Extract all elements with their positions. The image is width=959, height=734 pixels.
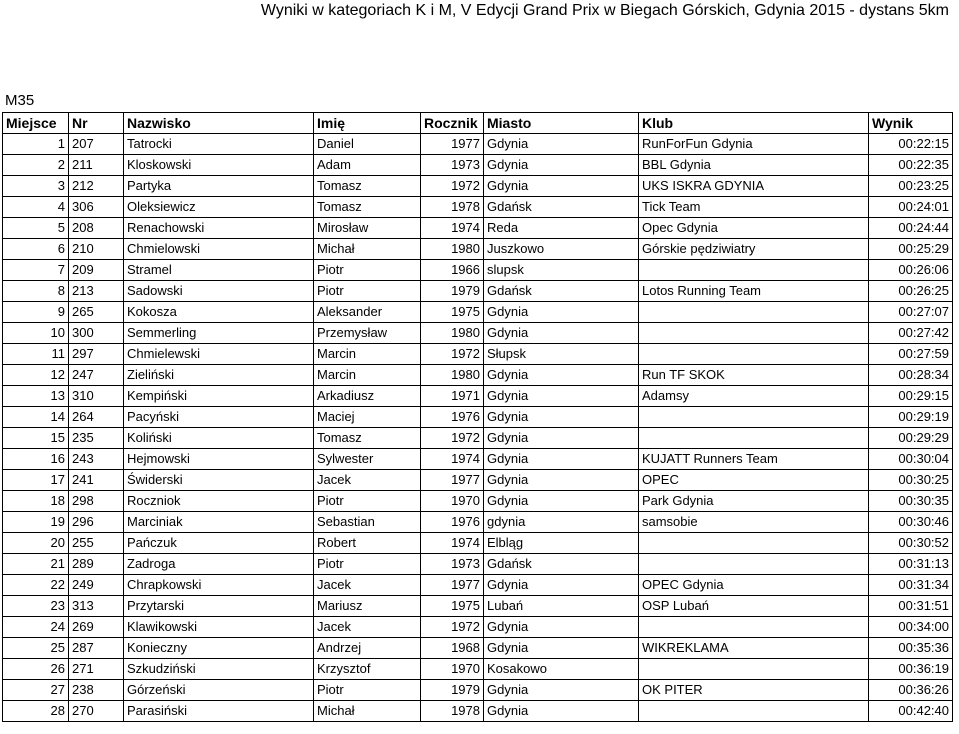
cell-nr: 313	[69, 596, 124, 617]
header-first-name: Imię	[314, 113, 421, 134]
header-club: Klub	[639, 113, 869, 134]
cell-first-name: Adam	[314, 155, 421, 176]
cell-time: 00:31:51	[869, 596, 953, 617]
cell-first-name: Tomasz	[314, 176, 421, 197]
cell-club: RunForFun Gdynia	[639, 134, 869, 155]
cell-year: 1974	[421, 218, 484, 239]
cell-club: UKS ISKRA GDYNIA	[639, 176, 869, 197]
cell-surname: Górzeński	[124, 680, 314, 701]
cell-time: 00:22:15	[869, 134, 953, 155]
cell-club: Adamsy	[639, 386, 869, 407]
cell-club	[639, 659, 869, 680]
cell-first-name: Sebastian	[314, 512, 421, 533]
cell-time: 00:26:25	[869, 281, 953, 302]
cell-first-name: Andrzej	[314, 638, 421, 659]
cell-nr: 271	[69, 659, 124, 680]
cell-place: 15	[3, 428, 69, 449]
cell-surname: Przytarski	[124, 596, 314, 617]
cell-year: 1972	[421, 176, 484, 197]
cell-time: 00:35:36	[869, 638, 953, 659]
cell-nr: 297	[69, 344, 124, 365]
table-row	[3, 533, 953, 554]
cell-place: 14	[3, 407, 69, 428]
cell-surname: Pacyński	[124, 407, 314, 428]
cell-first-name: Marcin	[314, 344, 421, 365]
cell-place: 25	[3, 638, 69, 659]
cell-place: 7	[3, 260, 69, 281]
cell-city: Gdynia	[484, 134, 639, 155]
cell-year: 1971	[421, 386, 484, 407]
table-row	[3, 470, 953, 491]
cell-year: 1977	[421, 134, 484, 155]
cell-surname: Kempiński	[124, 386, 314, 407]
table-row	[3, 323, 953, 344]
cell-city: Gdynia	[484, 407, 639, 428]
cell-club: WIKREKLAMA	[639, 638, 869, 659]
cell-city: Gdynia	[484, 155, 639, 176]
cell-city: Gdańsk	[484, 281, 639, 302]
cell-place: 5	[3, 218, 69, 239]
cell-year: 1974	[421, 449, 484, 470]
cell-place: 13	[3, 386, 69, 407]
cell-nr: 306	[69, 197, 124, 218]
table-row	[3, 365, 953, 386]
cell-city: Elbląg	[484, 533, 639, 554]
cell-place: 16	[3, 449, 69, 470]
cell-time: 00:26:06	[869, 260, 953, 281]
cell-nr: 300	[69, 323, 124, 344]
cell-time: 00:27:07	[869, 302, 953, 323]
cell-year: 1978	[421, 197, 484, 218]
cell-first-name: Michał	[314, 701, 421, 722]
cell-nr: 213	[69, 281, 124, 302]
cell-nr: 265	[69, 302, 124, 323]
cell-place: 28	[3, 701, 69, 722]
cell-time: 00:30:25	[869, 470, 953, 491]
cell-place: 10	[3, 323, 69, 344]
table-row	[3, 176, 953, 197]
cell-city: Gdynia	[484, 680, 639, 701]
table-row	[3, 449, 953, 470]
cell-club: Opec Gdynia	[639, 218, 869, 239]
cell-club: OPEC Gdynia	[639, 575, 869, 596]
cell-first-name: Arkadiusz	[314, 386, 421, 407]
cell-city: Gdańsk	[484, 197, 639, 218]
cell-place: 20	[3, 533, 69, 554]
cell-time: 00:31:34	[869, 575, 953, 596]
table-row	[3, 281, 953, 302]
cell-nr: 255	[69, 533, 124, 554]
cell-time: 00:27:59	[869, 344, 953, 365]
cell-city: Gdynia	[484, 386, 639, 407]
cell-city: Gdynia	[484, 323, 639, 344]
cell-time: 00:25:29	[869, 239, 953, 260]
cell-city: Gdynia	[484, 428, 639, 449]
cell-nr: 238	[69, 680, 124, 701]
cell-club	[639, 554, 869, 575]
cell-club	[639, 344, 869, 365]
cell-surname: Sadowski	[124, 281, 314, 302]
cell-city: Gdynia	[484, 470, 639, 491]
cell-year: 1976	[421, 512, 484, 533]
table-row	[3, 155, 953, 176]
cell-time: 00:34:00	[869, 617, 953, 638]
cell-place: 1	[3, 134, 69, 155]
cell-place: 11	[3, 344, 69, 365]
cell-year: 1974	[421, 533, 484, 554]
cell-first-name: Przemysław	[314, 323, 421, 344]
cell-surname: Semmerling	[124, 323, 314, 344]
cell-first-name: Piotr	[314, 281, 421, 302]
cell-first-name: Tomasz	[314, 197, 421, 218]
cell-surname: Chmielewski	[124, 344, 314, 365]
cell-time: 00:28:34	[869, 365, 953, 386]
cell-year: 1975	[421, 596, 484, 617]
cell-club: Run TF SKOK	[639, 365, 869, 386]
cell-club	[639, 260, 869, 281]
cell-club	[639, 533, 869, 554]
cell-year: 1976	[421, 407, 484, 428]
cell-nr: 209	[69, 260, 124, 281]
cell-surname: Szkudziński	[124, 659, 314, 680]
cell-nr: 249	[69, 575, 124, 596]
cell-time: 00:24:01	[869, 197, 953, 218]
cell-nr: 207	[69, 134, 124, 155]
cell-club: OPEC	[639, 470, 869, 491]
cell-nr: 269	[69, 617, 124, 638]
table-row	[3, 344, 953, 365]
cell-time: 00:30:46	[869, 512, 953, 533]
cell-nr: 296	[69, 512, 124, 533]
cell-nr: 235	[69, 428, 124, 449]
cell-city: Reda	[484, 218, 639, 239]
cell-surname: Parasiński	[124, 701, 314, 722]
cell-nr: 264	[69, 407, 124, 428]
cell-time: 00:23:25	[869, 176, 953, 197]
cell-first-name: Marcin	[314, 365, 421, 386]
cell-first-name: Piotr	[314, 680, 421, 701]
cell-first-name: Sylwester	[314, 449, 421, 470]
cell-year: 1977	[421, 575, 484, 596]
table-row	[3, 512, 953, 533]
cell-year: 1979	[421, 281, 484, 302]
cell-first-name: Piotr	[314, 554, 421, 575]
table-row	[3, 218, 953, 239]
cell-time: 00:22:35	[869, 155, 953, 176]
cell-time: 00:29:15	[869, 386, 953, 407]
cell-club: KUJATT Runners Team	[639, 449, 869, 470]
table-row	[3, 302, 953, 323]
cell-first-name: Aleksander	[314, 302, 421, 323]
cell-nr: 212	[69, 176, 124, 197]
cell-surname: Oleksiewicz	[124, 197, 314, 218]
cell-first-name: Jacek	[314, 575, 421, 596]
cell-city: Gdynia	[484, 302, 639, 323]
cell-surname: Świderski	[124, 470, 314, 491]
cell-first-name: Mirosław	[314, 218, 421, 239]
cell-first-name: Mariusz	[314, 596, 421, 617]
cell-surname: Hejmowski	[124, 449, 314, 470]
header-year: Rocznik	[421, 113, 484, 134]
cell-nr: 287	[69, 638, 124, 659]
cell-first-name: Krzysztof	[314, 659, 421, 680]
cell-first-name: Michał	[314, 239, 421, 260]
cell-nr: 208	[69, 218, 124, 239]
cell-surname: Klawikowski	[124, 617, 314, 638]
cell-first-name: Tomasz	[314, 428, 421, 449]
cell-surname: Kokosza	[124, 302, 314, 323]
table-row	[3, 680, 953, 701]
cell-time: 00:29:19	[869, 407, 953, 428]
cell-first-name: Jacek	[314, 617, 421, 638]
cell-surname: Zieliński	[124, 365, 314, 386]
header-surname: Nazwisko	[124, 113, 314, 134]
table-row	[3, 386, 953, 407]
header-time: Wynik	[869, 113, 953, 134]
cell-place: 12	[3, 365, 69, 386]
table-row	[3, 596, 953, 617]
table-row	[3, 407, 953, 428]
cell-city: Lubań	[484, 596, 639, 617]
cell-club: Górskie pędziwiatry	[639, 239, 869, 260]
cell-time: 00:36:19	[869, 659, 953, 680]
cell-place: 2	[3, 155, 69, 176]
cell-time: 00:24:44	[869, 218, 953, 239]
cell-place: 18	[3, 491, 69, 512]
cell-club	[639, 428, 869, 449]
table-row	[3, 617, 953, 638]
cell-year: 1980	[421, 239, 484, 260]
cell-surname: Tatrocki	[124, 134, 314, 155]
cell-time: 00:42:40	[869, 701, 953, 722]
results-body	[3, 134, 953, 722]
cell-surname: Chmielowski	[124, 239, 314, 260]
cell-surname: Stramel	[124, 260, 314, 281]
cell-year: 1973	[421, 155, 484, 176]
cell-nr: 270	[69, 701, 124, 722]
cell-nr: 298	[69, 491, 124, 512]
cell-year: 1979	[421, 680, 484, 701]
cell-city: Gdynia	[484, 575, 639, 596]
cell-surname: Koliński	[124, 428, 314, 449]
cell-year: 1972	[421, 617, 484, 638]
header-nr: Nr	[69, 113, 124, 134]
cell-club	[639, 701, 869, 722]
table-row	[3, 554, 953, 575]
header-row	[3, 113, 953, 134]
category-label: M35	[5, 92, 35, 109]
cell-city: Gdynia	[484, 701, 639, 722]
cell-surname: Renachowski	[124, 218, 314, 239]
cell-place: 26	[3, 659, 69, 680]
cell-club: OK PITER	[639, 680, 869, 701]
table-row	[3, 239, 953, 260]
document-title: Wyniki w kategoriach K i M, V Edycji Grand Prix w Biegach Górskich, Gdynia 2015 - dystans 5km	[260, 2, 949, 19]
cell-place: 8	[3, 281, 69, 302]
cell-surname: Marciniak	[124, 512, 314, 533]
header-city: Miasto	[484, 113, 639, 134]
cell-city: Gdynia	[484, 491, 639, 512]
cell-club: Park Gdynia	[639, 491, 869, 512]
cell-year: 1972	[421, 344, 484, 365]
table-row	[3, 428, 953, 449]
cell-year: 1973	[421, 554, 484, 575]
cell-surname: Kloskowski	[124, 155, 314, 176]
cell-city: Gdynia	[484, 638, 639, 659]
cell-nr: 210	[69, 239, 124, 260]
cell-club: OSP Lubań	[639, 596, 869, 617]
table-row	[3, 260, 953, 281]
cell-surname: Roczniok	[124, 491, 314, 512]
cell-surname: Chrapkowski	[124, 575, 314, 596]
cell-city: Gdynia	[484, 365, 639, 386]
cell-city: slupsk	[484, 260, 639, 281]
cell-time: 00:29:29	[869, 428, 953, 449]
table-row	[3, 659, 953, 680]
cell-year: 1966	[421, 260, 484, 281]
cell-city: Kosakowo	[484, 659, 639, 680]
cell-place: 3	[3, 176, 69, 197]
cell-surname: Pańczuk	[124, 533, 314, 554]
cell-city: gdynia	[484, 512, 639, 533]
cell-year: 1970	[421, 491, 484, 512]
cell-time: 00:30:35	[869, 491, 953, 512]
cell-surname: Partyka	[124, 176, 314, 197]
cell-place: 22	[3, 575, 69, 596]
cell-club: Lotos Running Team	[639, 281, 869, 302]
cell-year: 1980	[421, 365, 484, 386]
cell-club	[639, 617, 869, 638]
cell-surname: Konieczny	[124, 638, 314, 659]
cell-club	[639, 407, 869, 428]
cell-first-name: Robert	[314, 533, 421, 554]
cell-place: 23	[3, 596, 69, 617]
cell-city: Gdynia	[484, 176, 639, 197]
results-table	[2, 112, 953, 722]
cell-place: 9	[3, 302, 69, 323]
cell-year: 1975	[421, 302, 484, 323]
cell-place: 17	[3, 470, 69, 491]
cell-year: 1970	[421, 659, 484, 680]
cell-time: 00:27:42	[869, 323, 953, 344]
cell-nr: 243	[69, 449, 124, 470]
cell-time: 00:31:13	[869, 554, 953, 575]
cell-time: 00:30:52	[869, 533, 953, 554]
cell-place: 4	[3, 197, 69, 218]
table-row	[3, 134, 953, 155]
table-row	[3, 197, 953, 218]
cell-club: Tick Team	[639, 197, 869, 218]
cell-first-name: Piotr	[314, 491, 421, 512]
cell-nr: 241	[69, 470, 124, 491]
cell-year: 1968	[421, 638, 484, 659]
cell-nr: 247	[69, 365, 124, 386]
cell-club: BBL Gdynia	[639, 155, 869, 176]
cell-first-name: Jacek	[314, 470, 421, 491]
cell-nr: 211	[69, 155, 124, 176]
header-place: Miejsce	[3, 113, 69, 134]
cell-place: 24	[3, 617, 69, 638]
cell-city: Gdańsk	[484, 554, 639, 575]
cell-year: 1972	[421, 428, 484, 449]
table-row	[3, 575, 953, 596]
cell-city: Gdynia	[484, 449, 639, 470]
cell-nr: 289	[69, 554, 124, 575]
cell-club	[639, 323, 869, 344]
table-row	[3, 638, 953, 659]
cell-city: Gdynia	[484, 617, 639, 638]
cell-surname: Zadroga	[124, 554, 314, 575]
cell-nr: 310	[69, 386, 124, 407]
cell-first-name: Piotr	[314, 260, 421, 281]
cell-club	[639, 302, 869, 323]
cell-place: 21	[3, 554, 69, 575]
cell-place: 6	[3, 239, 69, 260]
cell-club: samsobie	[639, 512, 869, 533]
cell-place: 27	[3, 680, 69, 701]
cell-first-name: Daniel	[314, 134, 421, 155]
cell-city: Juszkowo	[484, 239, 639, 260]
table-row	[3, 491, 953, 512]
cell-year: 1980	[421, 323, 484, 344]
cell-place: 19	[3, 512, 69, 533]
cell-year: 1978	[421, 701, 484, 722]
cell-city: Słupsk	[484, 344, 639, 365]
cell-time: 00:30:04	[869, 449, 953, 470]
table-row	[3, 701, 953, 722]
cell-year: 1977	[421, 470, 484, 491]
cell-time: 00:36:26	[869, 680, 953, 701]
cell-first-name: Maciej	[314, 407, 421, 428]
